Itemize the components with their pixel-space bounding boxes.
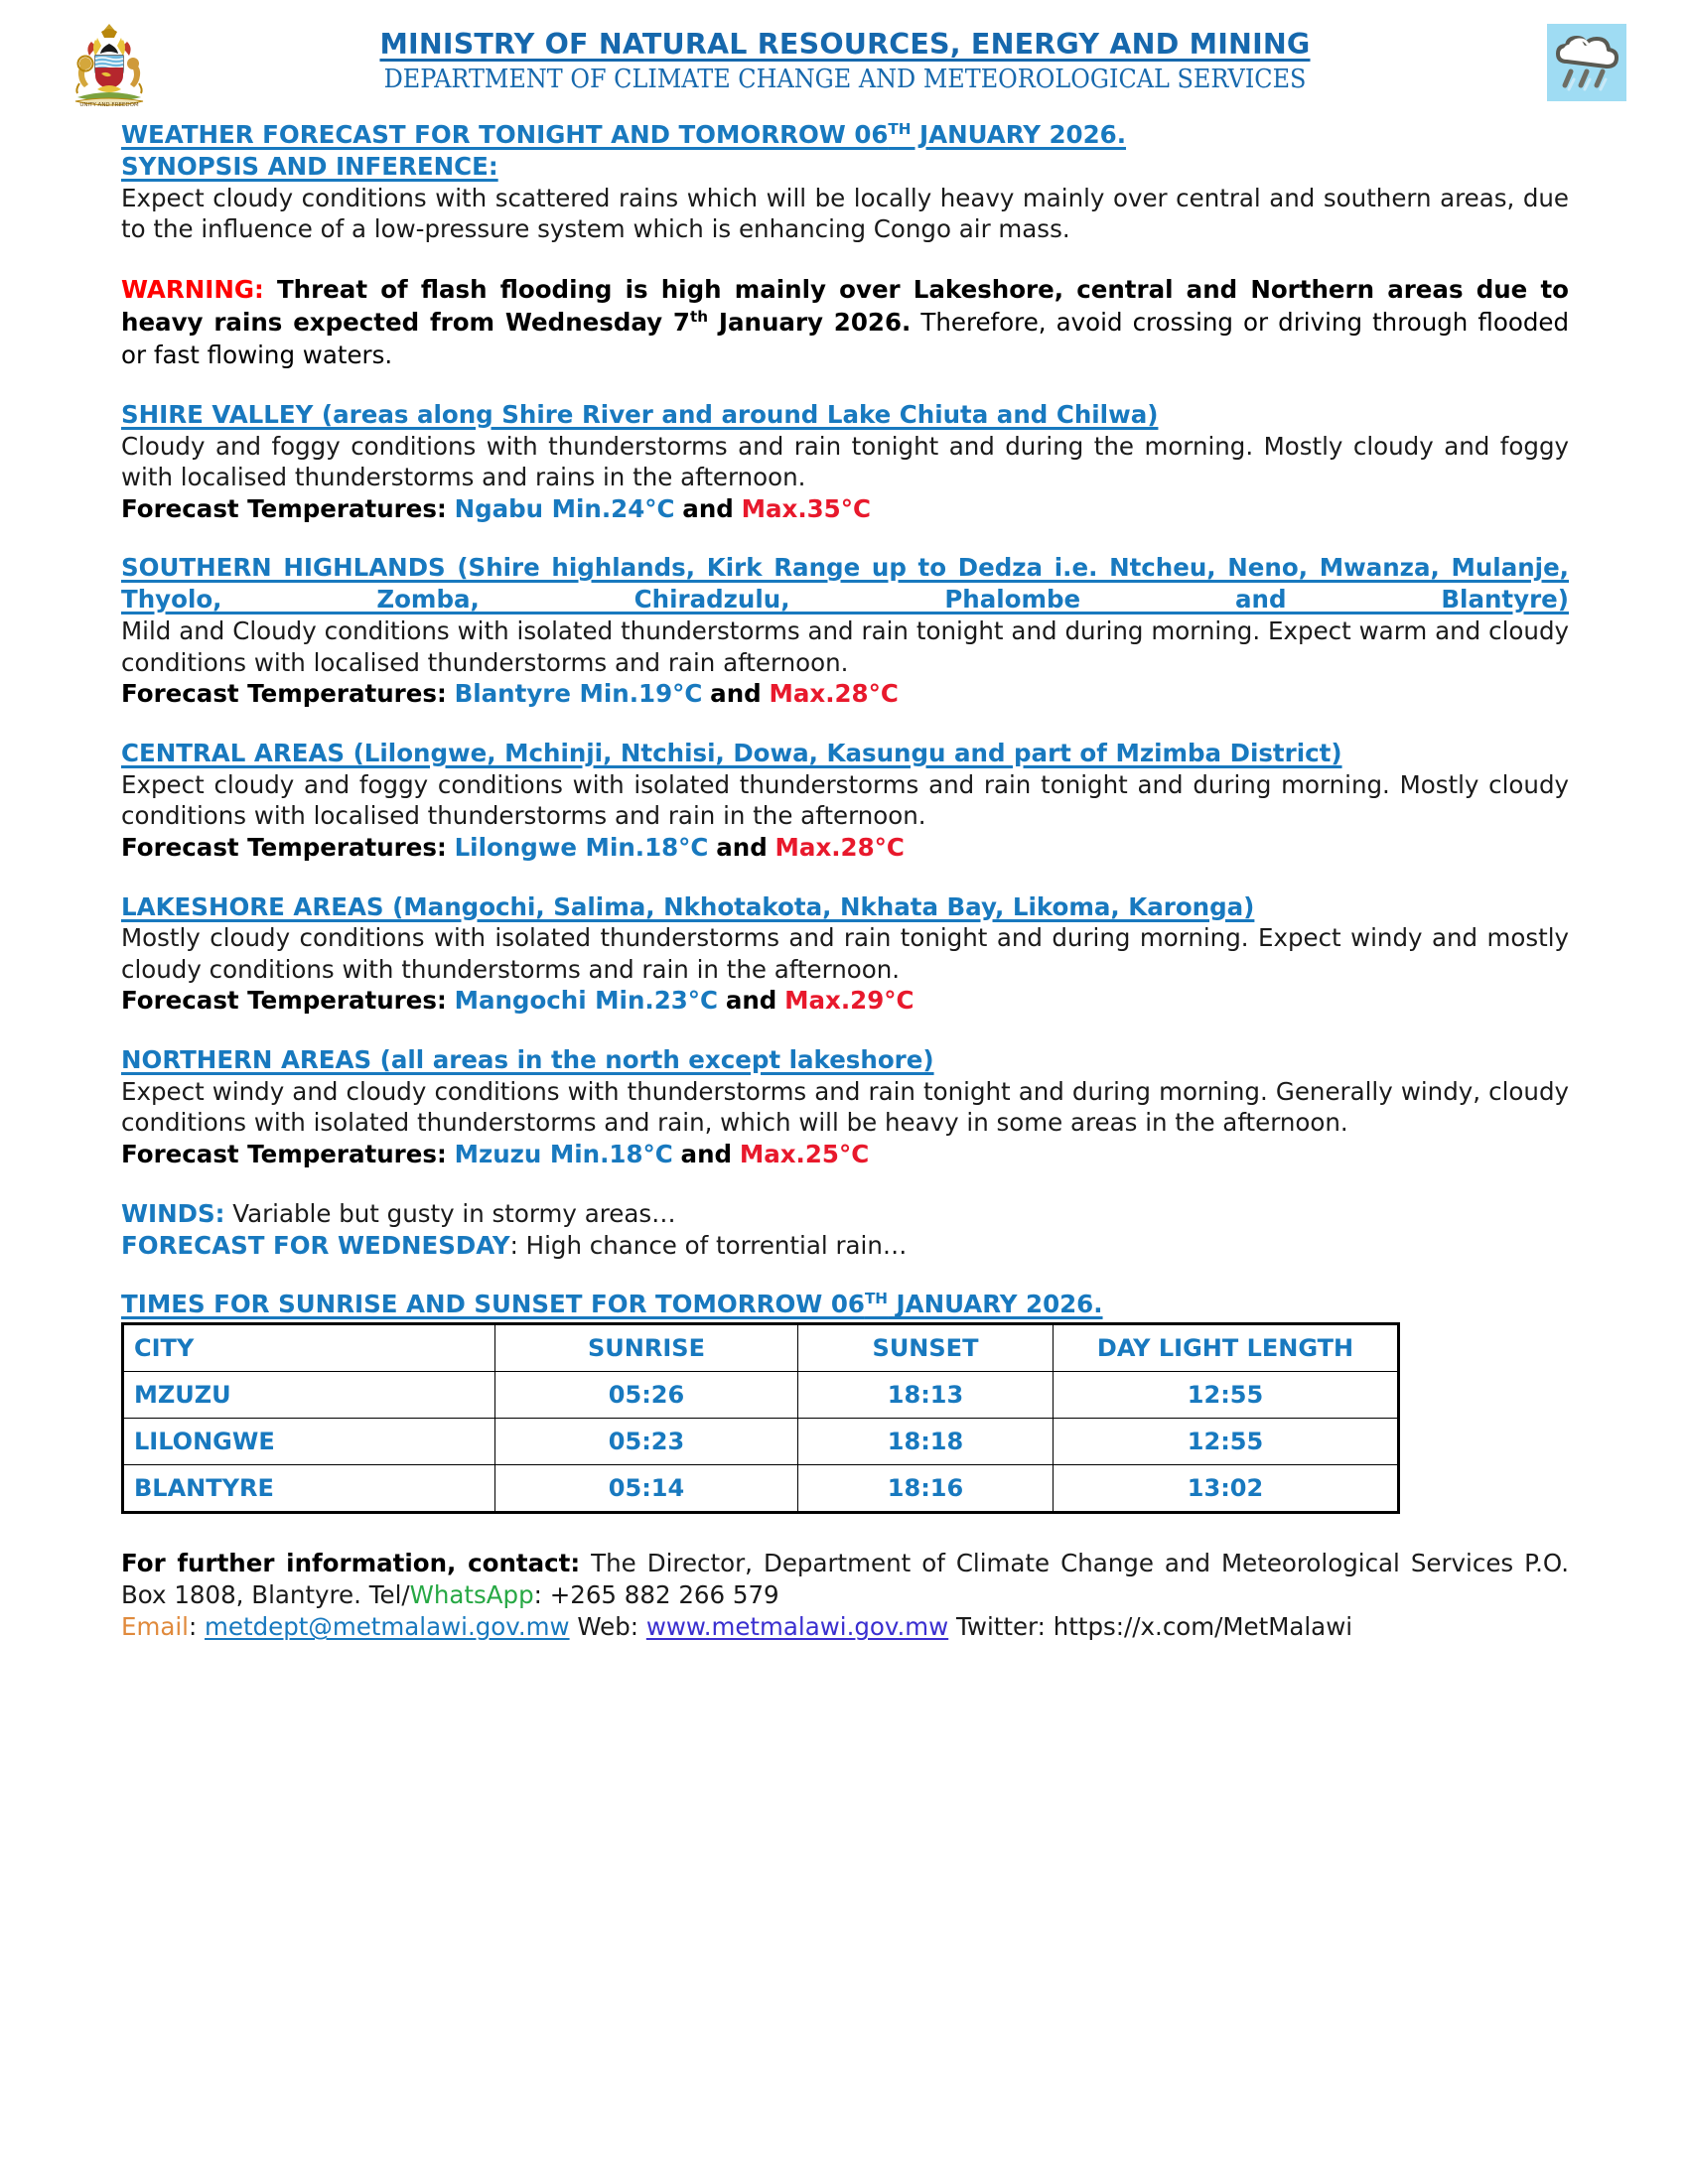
cell-sunset: 18:16	[798, 1465, 1054, 1513]
region-heading-central-areas: CENTRAL AREAS (Lilongwe, Mchinji, Ntchisi, Dowa, Kasungu and part of Mzimba District)	[121, 738, 1342, 767]
region-body-southern-highlands: Mild and Cloudy conditions with isolated thunderstorms and rain tonight and during morning. Expect warm and cloudy conditions with localised thunderstorms and rain afternoon.	[121, 616, 1569, 677]
temp-min: Blantyre Min.19°C	[454, 679, 703, 709]
cell-sunrise: 05:23	[495, 1419, 798, 1465]
temp-label: Forecast Temperatures:	[121, 986, 447, 1016]
contact-label: For further information, contact:	[121, 1549, 581, 1578]
cell-city: MZUZU	[123, 1372, 495, 1419]
region-temps-northern-areas	[121, 1139, 1569, 1170]
region-temps-shire-valley	[121, 493, 1569, 525]
svg-text:UNITY AND FREEDOM: UNITY AND FREEDOM	[79, 102, 139, 108]
sun-title-pre: TIMES FOR SUNRISE AND SUNSET FOR TOMORROW 06	[121, 1290, 865, 1319]
spacer	[121, 1017, 1569, 1044]
cell-city: LILONGWE	[123, 1419, 495, 1465]
spacer	[121, 245, 1569, 273]
cell-sunrise: 05:14	[495, 1465, 798, 1513]
spacer	[121, 1170, 1569, 1198]
cell-sunset: 18:18	[798, 1419, 1054, 1465]
temp-and: and	[725, 986, 777, 1016]
column-header-daylight: DAY LIGHT LENGTH	[1054, 1324, 1399, 1372]
temp-label: Forecast Temperatures:	[121, 493, 447, 523]
temp-max: Max.28°C	[774, 832, 905, 862]
temp-label: Forecast Temperatures:	[121, 679, 447, 709]
table-row	[123, 1465, 1399, 1513]
contact-paragraph	[121, 1548, 1569, 1611]
document-masthead	[79, 14, 1569, 119]
region-body-lakeshore-areas: Mostly cloudy conditions with isolated thunderstorms and rain tonight and during morning. Expect windy and mostly cloudy conditions with thunderstorms and rain in the afternoon.	[121, 923, 1569, 984]
temp-min: Mzuzu Min.18°C	[454, 1139, 673, 1168]
warning-paragraph	[121, 273, 1569, 371]
spacer	[121, 1262, 1569, 1290]
email-separator: :	[188, 1612, 206, 1642]
warning-bold-pre: Threat of flash flooding is high mainly over Lakeshore, central and Northern areas due to heavy rains expected from Wednesday 7	[121, 274, 1569, 337]
wednesday-label: FORECAST FOR WEDNESDAY	[121, 1231, 510, 1261]
email-label: Email	[121, 1612, 189, 1642]
region-heading-lakeshore-areas: LAKESHORE AREAS (Mangochi, Salima, Nkhotakota, Nkhata Bay, Likoma, Karonga)	[121, 891, 1255, 921]
masthead-titles	[121, 14, 1569, 95]
column-header-sunset: SUNSET	[798, 1324, 1054, 1372]
temp-and: and	[682, 493, 734, 523]
website-link[interactable]: www.metmalawi.gov.mw	[645, 1612, 949, 1642]
temp-max: Max.28°C	[769, 679, 899, 709]
temp-label: Forecast Temperatures:	[121, 832, 447, 862]
warning-normal-text: Therefore, avoid crossing or driving through flooded or fast flowing waters.	[121, 307, 1569, 369]
table-row	[123, 1372, 1399, 1419]
sun-title-post: JANUARY 2026.	[888, 1290, 1103, 1319]
malawi-coat-of-arms-icon	[62, 20, 157, 115]
spacer	[121, 710, 1569, 738]
cell-daylight: 12:55	[1054, 1372, 1399, 1419]
region-temps-central-areas	[121, 832, 1569, 864]
cell-sunrise: 05:26	[495, 1372, 798, 1419]
ministry-title: MINISTRY OF NATURAL RESOURCES, ENERGY AND MINING	[379, 28, 1311, 61]
temp-and: and	[680, 1139, 733, 1168]
web-label: Web:	[569, 1612, 646, 1642]
twitter-link[interactable]: Twitter: https://x.com/MetMalawi	[948, 1612, 1353, 1642]
temp-min: Ngabu Min.24°C	[454, 493, 675, 523]
spacer	[121, 864, 1569, 891]
main-heading-ordinal: TH	[888, 119, 912, 138]
email-web-line	[121, 1611, 1569, 1643]
table-row	[123, 1419, 1399, 1465]
wednesday-value: : High chance of torrential rain…	[509, 1231, 908, 1261]
temp-and: and	[710, 679, 762, 709]
region-heading-northern-areas: NORTHERN AREAS (all areas in the north except lakeshore)	[121, 1045, 934, 1075]
temp-max: Max.29°C	[784, 986, 914, 1016]
temp-min: Mangochi Min.23°C	[454, 986, 719, 1016]
winds-label: WINDS:	[121, 1198, 225, 1228]
spacer	[121, 524, 1569, 552]
main-forecast-heading	[121, 119, 1569, 151]
winds-value: Variable but gusty in stormy areas…	[224, 1198, 676, 1228]
region-body-northern-areas: Expect windy and cloudy conditions with thunderstorms and rain tonight and during morning. Generally windy, cloudy conditions with isolated thunderstorms and rain, which will be heavy in some areas in the afternoon.	[121, 1077, 1569, 1138]
contact-text-1: The Director, Department of Climate Change and Meteorological Services P.O. Box 1808, Blantyre. Tel/	[121, 1549, 1569, 1610]
rain-cloud-icon	[1547, 24, 1626, 101]
sun-table-title	[121, 1290, 1569, 1318]
cell-daylight: 13:02	[1054, 1465, 1399, 1513]
region-temps-southern-highlands	[121, 678, 1569, 710]
temp-max: Max.25°C	[739, 1139, 870, 1168]
spacer	[121, 371, 1569, 399]
region-body-shire-valley: Cloudy and foggy conditions with thunderstorms and rain tonight and during the morning. Mostly cloudy and foggy with localised thunderstorms and rains in the afternoon.	[121, 431, 1569, 492]
spacer	[121, 1514, 1569, 1548]
column-header-city: CITY	[123, 1324, 495, 1372]
warning-label: WARNING:	[121, 274, 264, 304]
column-header-sunrise: SUNRISE	[495, 1324, 798, 1372]
main-heading-pre: WEATHER FORECAST FOR TONIGHT AND TOMORROW 06	[121, 120, 889, 149]
warning-ordinal: th	[689, 307, 709, 326]
region-temps-lakeshore-areas	[121, 985, 1569, 1017]
temp-label: Forecast Temperatures:	[121, 1139, 447, 1168]
department-title: DEPARTMENT OF CLIMATE CHANGE AND METEOROLOGICAL SERVICES	[383, 64, 1307, 94]
region-body-central-areas: Expect cloudy and foggy conditions with isolated thunderstorms and rain tonight and during morning. Mostly cloudy conditions with localised thunderstorms and rain in the afternoon.	[121, 769, 1569, 831]
region-heading-southern-highlands: SOUTHERN HIGHLANDS (Shire highlands, Kirk Range up to Dedza i.e. Ntcheu, Neno, Mwanza, Mulanje, Thyolo, Zomba, Chiradzulu, Phalombe and Blantyre)	[121, 553, 1569, 614]
temp-min: Lilongwe Min.18°C	[454, 832, 709, 862]
cell-daylight: 12:55	[1054, 1419, 1399, 1465]
main-heading-post: JANUARY 2026.	[911, 120, 1127, 149]
synopsis-text: Expect cloudy conditions with scattered rains which will be locally heavy mainly over central and southern areas, due to the influence of a low-pressure system which is enhancing Congo air mass.	[121, 183, 1569, 244]
warning-bold-post: January 2026.	[708, 307, 912, 337]
region-heading-shire-valley: SHIRE VALLEY (areas along Shire River and around Lake Chiuta and Chilwa)	[121, 399, 1159, 429]
cell-sunset: 18:13	[798, 1372, 1054, 1419]
email-link[interactable]: metdept@metmalawi.gov.mw	[205, 1612, 570, 1642]
wednesday-forecast-line	[121, 1230, 1569, 1262]
contact-text-2: : +265 882 266 579	[533, 1580, 779, 1610]
synopsis-heading: SYNOPSIS AND INFERENCE:	[121, 151, 498, 181]
sunrise-sunset-table	[121, 1322, 1400, 1514]
temp-and: and	[716, 832, 768, 862]
cell-city: BLANTYRE	[123, 1465, 495, 1513]
winds-line	[121, 1198, 1569, 1230]
temp-max: Max.35°C	[741, 493, 871, 523]
whatsapp-label: WhatsApp	[409, 1580, 534, 1610]
sun-title-ordinal: TH	[864, 1290, 889, 1308]
table-header-row	[123, 1324, 1399, 1372]
